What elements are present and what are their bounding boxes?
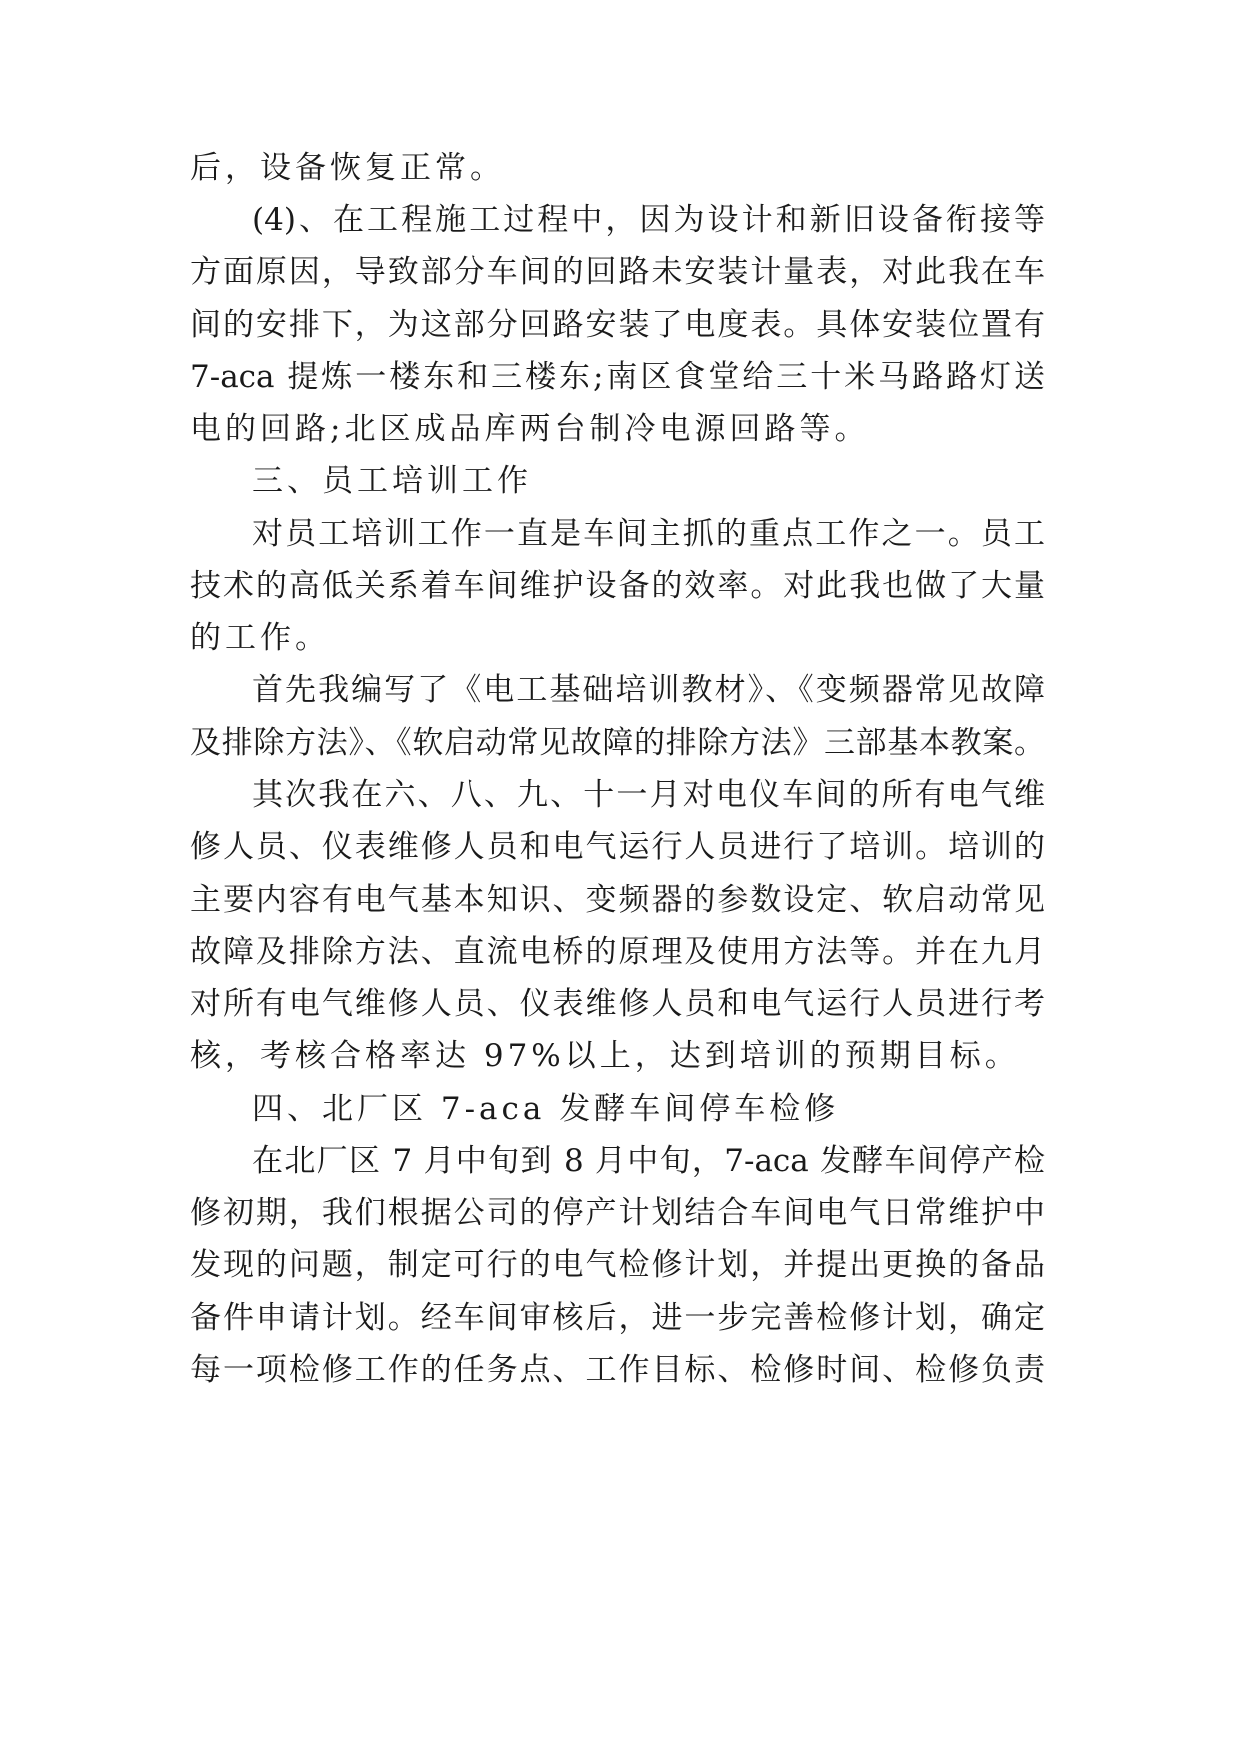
text-line-13: 其次我在六、八、九、十一月对电仪车间的所有电气维 (252, 777, 1045, 813)
text-line-4: 间的安排下，为这部分回路安装了电度表。具体安装位置有 (190, 307, 1045, 343)
text-line-11: 首先我编写了《电工基础培训教材》、《变频器常见故障 (252, 672, 1045, 708)
text-line-20: 在北厂区 7 月中旬到 8 月中旬，7-aca 发酵车间停产检 (252, 1143, 1045, 1179)
text-line-3: 方面原因，导致部分车间的回路未安装计量表，对此我在车 (190, 254, 1045, 290)
section-heading-4: 四、北厂区 7-aca 发酵车间停车检修 (252, 1091, 840, 1127)
section-heading-3: 三、员工培训工作 (252, 463, 532, 499)
text-line-17: 对所有电气维修人员、仪表维修人员和电气运行人员进行考 (190, 986, 1045, 1022)
paragraph-item-4-start: (4)、在工程施工过程中，因为设计和新旧设备衔接等 (252, 202, 1045, 238)
text-line-12: 及排除方法》、《软启动常见故障的排除方法》三部基本教案。 (190, 725, 1045, 761)
text-line-18: 核，考核合格率达 97%以上，达到培训的预期目标。 (190, 1038, 1020, 1074)
text-line-21: 修初期，我们根据公司的停产计划结合车间电气日常维护中 (190, 1195, 1045, 1231)
text-line-6: 电的回路;北区成品库两台制冷电源回路等。 (190, 411, 870, 447)
text-line-16: 故障及排除方法、直流电桥的原理及使用方法等。并在九月 (190, 934, 1045, 970)
text-line-8: 对员工培训工作一直是车间主抓的重点工作之一。员工 (252, 516, 1045, 552)
text-line-23: 备件申请计划。经车间审核后，进一步完善检修计划，确定 (190, 1300, 1045, 1336)
text-line-1: 后，设备恢复正常。 (190, 150, 505, 186)
text-line-5: 7-aca 提炼一楼东和三楼东;南区食堂给三十米马路路灯送 (190, 359, 1045, 395)
text-line-22: 发现的问题，制定可行的电气检修计划，并提出更换的备品 (190, 1247, 1045, 1283)
text-line-9: 技术的高低关系着车间维护设备的效率。对此我也做了大量 (190, 568, 1045, 604)
text-line-10: 的工作。 (190, 620, 330, 656)
text-line-14: 修人员、仪表维修人员和电气运行人员进行了培训。培训的 (190, 829, 1045, 865)
text-line-24: 每一项检修工作的任务点、工作目标、检修时间、检修负责 (190, 1352, 1045, 1388)
text-line-15: 主要内容有电气基本知识、变频器的参数设定、软启动常见 (190, 882, 1045, 918)
